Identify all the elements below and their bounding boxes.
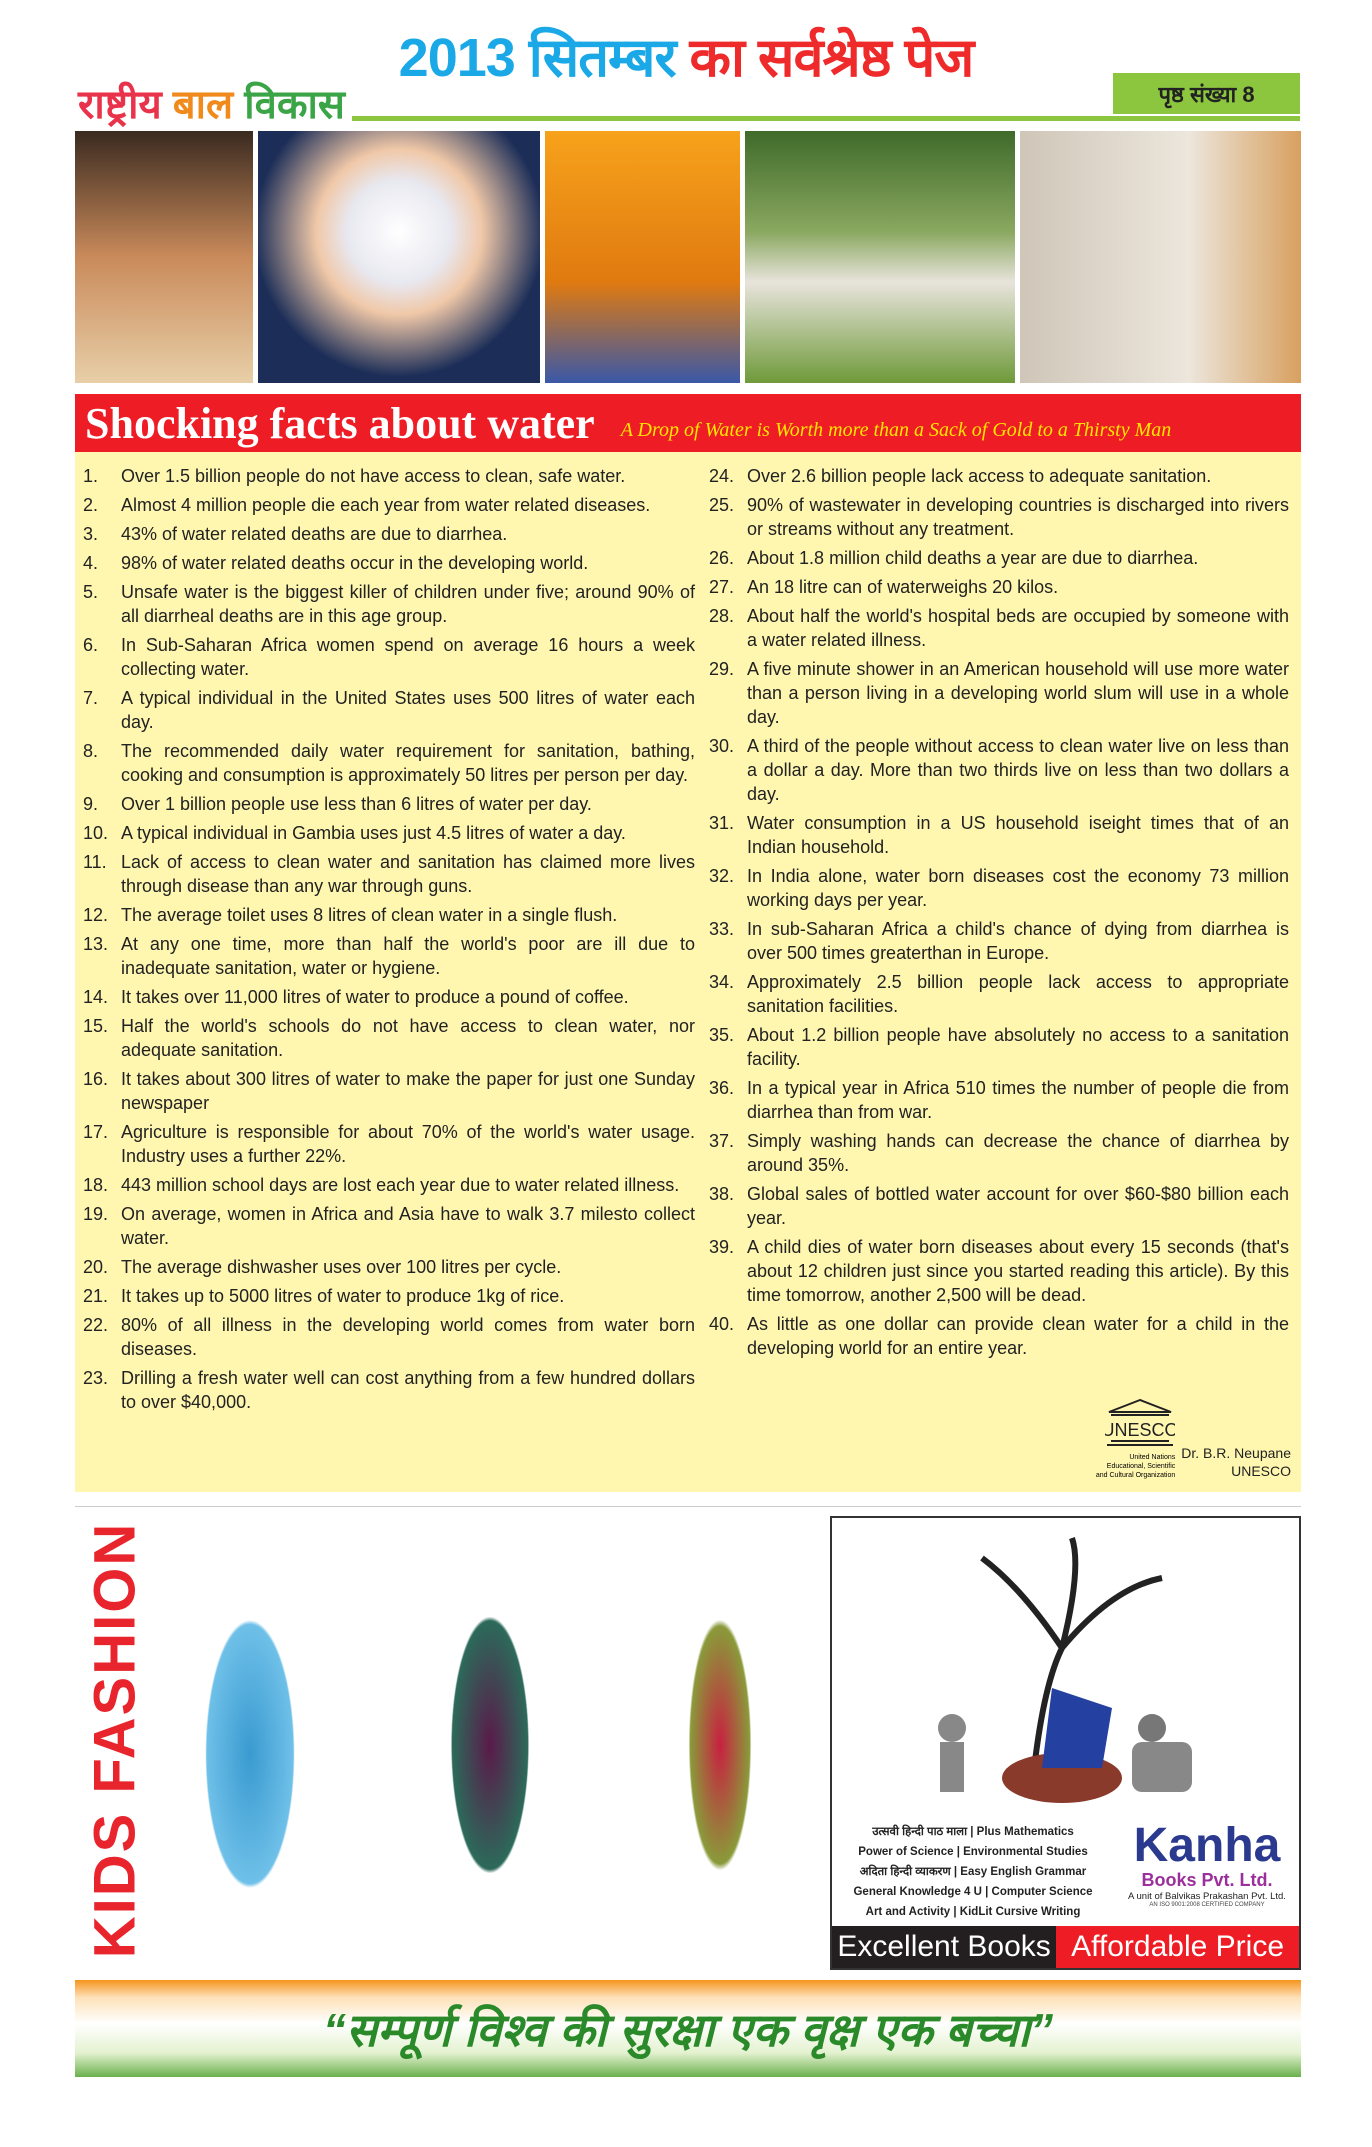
fact-number: 25. xyxy=(709,495,735,515)
fact-item xyxy=(709,917,1289,965)
fact-number: 26. xyxy=(709,548,735,568)
fact-text: Over 2.6 billion people lack access to adequate sanitation. xyxy=(747,466,1212,486)
photo-child-hair xyxy=(258,131,540,383)
fact-number: 15. xyxy=(83,1016,109,1036)
fact-item xyxy=(83,580,695,628)
fact-item xyxy=(709,1312,1289,1360)
fact-item xyxy=(83,1120,695,1168)
fact-item xyxy=(83,792,695,816)
fact-item xyxy=(83,1173,695,1197)
fact-number: 1. xyxy=(83,466,99,486)
fact-number: 2. xyxy=(83,495,99,515)
fact-item xyxy=(83,633,695,681)
kids-fashion-label: KIDS FASHION xyxy=(82,1521,148,1959)
fact-number: 14. xyxy=(83,987,109,1007)
fact-text: A typical individual in Gambia uses just 4.5 litres of water a day. xyxy=(121,823,626,843)
fact-text: Lack of access to clean water and sanitation has claimed more lives through disease than any war through guns. xyxy=(121,852,695,896)
fact-item xyxy=(709,657,1289,729)
fact-item xyxy=(709,734,1289,806)
fact-text: It takes up to 5000 litres of water to produce 1kg of rice. xyxy=(121,1286,565,1306)
page-number: पृष्ठ संख्या 8 xyxy=(1113,73,1300,114)
fact-item xyxy=(83,464,695,488)
article-title: Shocking facts about water xyxy=(85,398,595,448)
fact-number: 6. xyxy=(83,635,99,655)
unesco-credit: UNESCO United Nations Educational, Scientific and Cultural Organization Dr. B.R. Neupane UNESCO xyxy=(1095,1398,1291,1480)
fact-text: About 1.2 billion people have absolutely no access to a sanitation facility. xyxy=(747,1025,1289,1069)
fact-text: Half the world's schools do not have access to clean water, nor adequate sanitation. xyxy=(121,1016,695,1060)
fact-text: A five minute shower in an American household will use more water than a person living in a developing world slum will use in a whole day. xyxy=(747,659,1289,727)
fact-text: 443 million school days are lost each year due to water related illness. xyxy=(121,1175,680,1195)
fact-text: As little as one dollar can provide clean water for a child in the developing world for an entire year. xyxy=(747,1314,1289,1358)
fact-number: 9. xyxy=(83,794,99,814)
fact-number: 33. xyxy=(709,919,735,939)
photo-sumo xyxy=(75,131,253,383)
fact-text: 43% of water related deaths are due to diarrhea. xyxy=(121,524,508,544)
tree-krishna-illustration xyxy=(912,1528,1222,1808)
divider xyxy=(75,1506,1301,1507)
fact-text: It takes about 300 litres of water to make the paper for just one Sunday newspaper xyxy=(121,1069,695,1113)
fact-number: 32. xyxy=(709,866,735,886)
fact-text: At any one time, more than half the world's poor are ill due to inadequate sanitation, water or hygiene. xyxy=(121,934,695,978)
fact-item xyxy=(709,575,1289,599)
divider xyxy=(352,116,1300,121)
fact-number: 12. xyxy=(83,905,109,925)
fact-number: 11. xyxy=(83,852,107,872)
fact-number: 35. xyxy=(709,1025,735,1045)
fact-number: 16. xyxy=(83,1069,109,1089)
fact-item xyxy=(83,493,695,517)
fact-item xyxy=(83,551,695,575)
fact-number: 31. xyxy=(709,813,735,833)
fact-text: On average, women in Africa and Asia have to walk 3.7 milesto collect water. xyxy=(121,1204,695,1248)
fact-number: 13. xyxy=(83,934,109,954)
fact-number: 28. xyxy=(709,606,735,626)
fact-item xyxy=(83,821,695,845)
fact-number: 10. xyxy=(83,823,109,843)
fact-item xyxy=(83,850,695,898)
fact-item xyxy=(83,985,695,1009)
fact-item xyxy=(83,1014,695,1062)
fact-number: 37. xyxy=(709,1131,735,1151)
fact-number: 8. xyxy=(83,741,99,761)
facts-left-column xyxy=(83,464,695,1419)
fact-item xyxy=(83,1202,695,1250)
fact-item xyxy=(83,1284,695,1308)
fact-text: An 18 litre can of waterweighs 20 kilos. xyxy=(747,577,1059,597)
fact-text: The recommended daily water requirement for sanitation, bathing, cooking and consumption is approximately 50 litres per person per day. xyxy=(121,741,695,785)
fact-text: Global sales of bottled water account for over $60-$80 billion each year. xyxy=(747,1184,1289,1228)
fact-number: 22. xyxy=(83,1315,109,1335)
article-header xyxy=(75,394,1301,452)
fact-text: 80% of all illness in the developing world comes from water born diseases. xyxy=(121,1315,695,1359)
slogan-banner: “सम्पूर्ण विश्व की सुरक्षा एक वृक्ष एक बच्चा” xyxy=(75,1980,1301,2077)
fact-number: 7. xyxy=(83,688,99,708)
fact-number: 21. xyxy=(83,1286,109,1306)
fact-item xyxy=(83,739,695,787)
fact-number: 3. xyxy=(83,524,99,544)
article-tagline: A Drop of Water is Worth more than a Sack of Gold to a Thirsty Man xyxy=(620,418,1172,441)
fact-text: A typical individual in the United States uses 500 litres of water each day. xyxy=(121,688,695,732)
fact-text: In India alone, water born diseases cost the economy 73 million working days per year. xyxy=(747,866,1289,910)
fact-text: In a typical year in Africa 510 times the number of people die from diarrhea than from war. xyxy=(747,1078,1289,1122)
fact-item xyxy=(709,546,1289,570)
fact-text: It takes over 11,000 litres of water to produce a pound of coffee. xyxy=(121,987,629,1007)
facts-panel xyxy=(75,452,1301,1492)
fact-text: In sub-Saharan Africa a child's chance of dying from diarrhea is over 500 times greaterthan in Europe. xyxy=(747,919,1289,963)
photo-girl-red-dress xyxy=(630,1520,810,1970)
fact-number: 4. xyxy=(83,553,99,573)
fact-number: 18. xyxy=(83,1175,109,1195)
fact-number: 40. xyxy=(709,1314,735,1334)
fact-item xyxy=(83,686,695,734)
fact-number: 19. xyxy=(83,1204,109,1224)
fact-text: Over 1 billion people use less than 6 litres of water per day. xyxy=(121,794,592,814)
slogan-bar: Excellent Books Affordable Price xyxy=(832,1926,1299,1968)
fact-text: Over 1.5 billion people do not have access to clean, safe water. xyxy=(121,466,626,486)
fact-number: 29. xyxy=(709,659,735,679)
fact-number: 23. xyxy=(83,1368,109,1388)
fact-number: 17. xyxy=(83,1122,109,1142)
fact-item xyxy=(83,522,695,546)
photo-girl-blue-dress xyxy=(160,1520,340,1970)
fact-item xyxy=(709,493,1289,541)
fact-text: Almost 4 million people die each year from water related diseases. xyxy=(121,495,651,515)
fact-item xyxy=(83,932,695,980)
fact-text: The average dishwasher uses over 100 litres per cycle. xyxy=(121,1257,562,1277)
fact-text: Drilling a fresh water well can cost anything from a few hundred dollars to over $40,000. xyxy=(121,1368,695,1412)
fact-item xyxy=(83,1313,695,1361)
fact-item xyxy=(83,1067,695,1115)
fact-item xyxy=(83,1366,695,1414)
fact-item xyxy=(83,1255,695,1279)
fact-item xyxy=(709,1023,1289,1071)
fact-item xyxy=(709,970,1289,1018)
fact-item xyxy=(709,604,1289,652)
fact-text: Unsafe water is the biggest killer of children under five; around 90% of all diarrheal deaths are in this age group. xyxy=(121,582,695,626)
fact-number: 5. xyxy=(83,582,99,602)
fact-number: 20. xyxy=(83,1257,109,1277)
page-headline: 2013 सितम्बर का सर्वश्रेष्ठ पेज xyxy=(398,28,974,88)
photo-dogs-weights xyxy=(545,131,740,383)
book-series-list: उत्सवी हिन्दी पाठ माला | Plus Mathematics Power of Science | Environmental Studies अदिता हिन्दी व्याकरण | Easy English Grammar General Knowledge 4 U | Computer Science Art and Activity | KidLit Cursive Writing xyxy=(853,1826,1093,1918)
fact-text: About half the world's hospital beds are occupied by someone with a water related illness. xyxy=(747,606,1289,650)
fact-item xyxy=(709,1235,1289,1307)
fact-number: 38. xyxy=(709,1184,735,1204)
fact-text: Water consumption in a US household iseight times that of an Indian household. xyxy=(747,813,1289,857)
fact-text: 98% of water related deaths occur in the developing world. xyxy=(121,553,589,573)
fact-text: Simply washing hands can decrease the chance of diarrhea by around 35%. xyxy=(747,1131,1289,1175)
kanha-books-ad xyxy=(830,1516,1301,1970)
fact-text: Approximately 2.5 billion people lack access to appropriate sanitation facilities. xyxy=(747,972,1289,1016)
fact-number: 39. xyxy=(709,1237,735,1257)
fact-text: About 1.8 million child deaths a year are due to diarrhea. xyxy=(747,548,1199,568)
fact-text: A child dies of water born diseases about every 15 seconds (that's about 12 children just since you started reading this article). By this time tomorrow, another 2,500 will be dead. xyxy=(747,1237,1289,1305)
photo-kitten xyxy=(1020,131,1301,383)
facts-right-column xyxy=(709,464,1289,1365)
fact-number: 36. xyxy=(709,1078,735,1098)
fact-number: 27. xyxy=(709,577,735,597)
fact-item xyxy=(709,864,1289,912)
unesco-temple-icon xyxy=(1105,1398,1175,1448)
fact-item xyxy=(83,903,695,927)
fact-text: In Sub-Saharan Africa women spend on average 16 hours a week collecting water. xyxy=(121,635,695,679)
fact-text: The average toilet uses 8 litres of clean water in a single flush. xyxy=(121,905,618,925)
fact-item xyxy=(709,811,1289,859)
fact-number: 34. xyxy=(709,972,735,992)
photo-girl-purple-dress xyxy=(400,1520,580,1970)
brand-logo: राष्ट्रीय बाल विकास xyxy=(78,83,345,127)
fact-item xyxy=(709,1129,1289,1177)
fact-item xyxy=(709,1076,1289,1124)
fact-text: 90% of wastewater in developing countries is discharged into rivers or streams without any treatment. xyxy=(747,495,1289,539)
fact-text: A third of the people without access to clean water live on less than a dollar a day. More than two thirds live on less than two dollars a day. xyxy=(747,736,1289,804)
fact-number: 30. xyxy=(709,736,735,756)
fact-text: Agriculture is responsible for about 70% of the world's water usage. Industry uses a further 22%. xyxy=(121,1122,695,1166)
fact-item xyxy=(709,464,1289,488)
kanha-logo: Kanha Books Pvt. Ltd. A unit of Balvikas Prakashan Pvt. Ltd. AN ISO 9001:2008 CERTIFIED COMPANY xyxy=(1128,1819,1286,1908)
photo-goat-horse xyxy=(745,131,1015,383)
fact-number: 24. xyxy=(709,466,735,486)
svg-text:UNESCO: UNESCO xyxy=(1105,1420,1176,1440)
fact-item xyxy=(709,1182,1289,1230)
